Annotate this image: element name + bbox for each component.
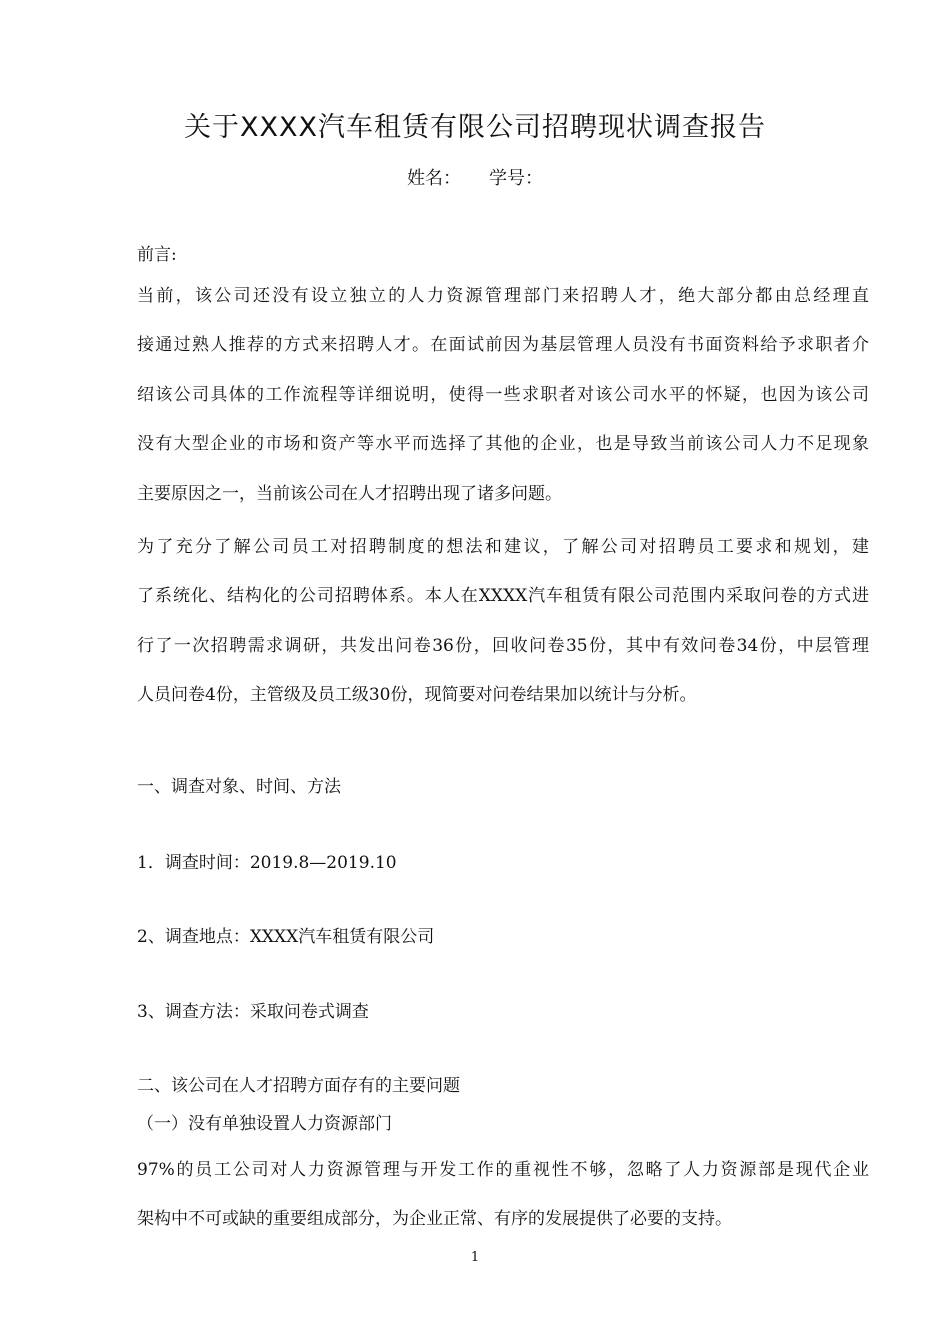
paragraph-line: 为了充分了解公司员工对招聘制度的想法和建议，了解公司对招聘员工要求和规划，建 (137, 537, 869, 557)
section-heading: 二、该公司在人才招聘方面存有的主要问题 (137, 1076, 460, 1096)
list-item: 1．调查时间：2019.8—2019.10 (137, 853, 397, 873)
page-number: 1 (470, 1250, 480, 1265)
list-item: 2、调查地点：XXXX汽车租赁有限公司 (137, 927, 435, 947)
paragraph-line: 97%的员工公司对人力资源管理与开发工作的重视性不够，忽略了人力资源部是现代企业 (137, 1160, 869, 1180)
paragraph-line: 没有大型企业的市场和资产等水平而选择了其他的企业，也是导致当前该公司人力不足现象 (137, 434, 869, 454)
author-line (0, 164, 950, 194)
author-name-label: 姓名： (407, 168, 461, 189)
document-title: 关于XXXX汽车租赁有限公司招聘现状调查报告 (184, 112, 766, 143)
paragraph-line: 当前，该公司还没有设立独立的人力资源管理部门来招聘人才，绝大部分都由总经理直 (137, 286, 869, 306)
paragraph-line: 行了一次招聘需求调研，共发出问卷36份，回收问卷35份，其中有效问卷34份，中层管理 (137, 636, 869, 656)
author-id-label: 学号： (489, 168, 543, 189)
list-item: 3、调查方法：采取问卷式调查 (137, 1002, 369, 1022)
subsection-heading: （一）没有单独设置人力资源部门 (137, 1114, 392, 1134)
paragraph-line: 人员问卷4份，主管级及员工级30份，现简要对问卷结果加以统计与分析。 (137, 685, 697, 705)
paragraph-line: 接通过熟人推荐的方式来招聘人才。在面试前因为基层管理人员没有书面资料给予求职者介 (137, 335, 869, 355)
paragraph-line: 主要原因之一，当前该公司在人才招聘出现了诸多问题。 (137, 484, 562, 504)
paragraph-line: 绍该公司具体的工作流程等详细说明，使得一些求职者对该公司水平的怀疑，也因为该公司 (137, 385, 869, 405)
paragraph-line: 架构中不可或缺的重要组成部分，为企业正常、有序的发展提供了必要的支持。 (137, 1209, 732, 1229)
paragraph-line: 了系统化、结构化的公司招聘体系。本人在XXXX汽车租赁有限公司范围内采取问卷的方式进 (137, 586, 869, 606)
section-heading: 一、调查对象、时间、方法 (137, 777, 341, 797)
preface-heading: 前言: (137, 245, 177, 265)
